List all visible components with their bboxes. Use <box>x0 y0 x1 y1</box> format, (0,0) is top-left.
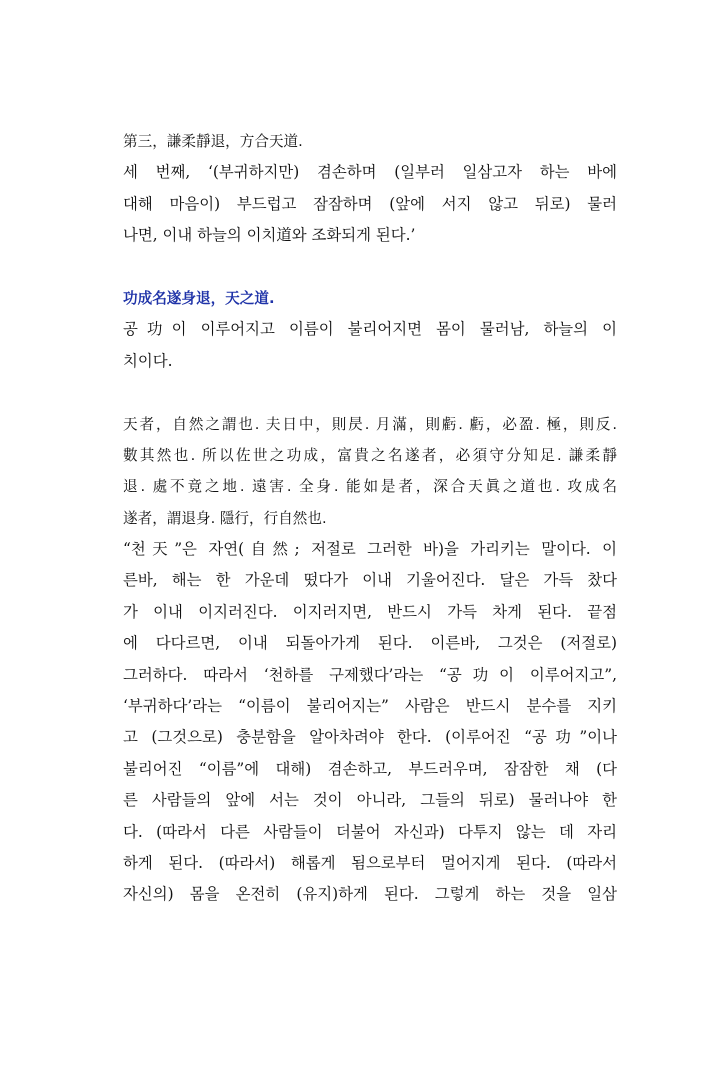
document-page <box>123 126 617 911</box>
section3-hanja-line-4: 遂者，謂退身. 隱行，行自然也. <box>123 509 327 527</box>
section3-hanja-line-1: 天者，自然之謂也. 夫日中，則昃. 月滿，則虧. 虧，必盈. 極，則反. <box>123 415 617 433</box>
section3-korean-line-12: 자신의) 몸을 온전히 (유지)하게 된다. 그렇게 하는 것을 일삼 <box>123 885 617 904</box>
section3-korean-line-4: 에 다다르면, 이내 되돌아가게 된다. 이른바, 그것은 (저절로) <box>123 634 617 653</box>
section3-korean-line-10: 다. (따라서 다른 사람들이 더불어 자신과) 다투지 않는 데 자리 <box>123 822 617 841</box>
section3-korean-line-6: ‘부귀하다’라는 “이름이 불리어지는” 사람은 반드시 분수를 지키 <box>123 697 617 716</box>
section1-line-3: 나면, 이내 하늘의 이치道와 조화되게 된다.’ <box>123 226 416 245</box>
section3-korean-line-1: “천天”은 자연(自然; 저절로 그러한 바)을 가리키는 말이다. 이 <box>123 540 617 559</box>
section3-korean-line-9: 른 사람들의 앞에 서는 것이 아니라, 그들의 뒤로) 물러나야 한 <box>123 791 617 810</box>
section2-line-1: 공功이 이루어지고 이름이 불리어지면 몸이 물러남, 하늘의 이 <box>123 320 617 339</box>
paragraph-gap <box>123 377 617 408</box>
section1-heading: 第三，謙柔靜退，方合天道. <box>123 133 303 150</box>
section2-heading: 功成名遂身退，天之道. <box>123 289 275 307</box>
section3-hanja-line-3: 退. 處不竟之地. 遠害. 全身. 能如是者，深合天眞之道也. 攻成名 <box>123 478 617 496</box>
section3-korean-line-7: 고 (그것으로) 충분함을 알아차려야 한다. (이루어진 “공功”이나 <box>123 728 617 747</box>
section3-hanja-line-2: 數其然也. 所以佐世之功成，富貴之名遂者，必須守分知足. 謙柔靜 <box>123 446 617 464</box>
section2-line-2: 치이다. <box>123 351 173 370</box>
section3-korean-line-11: 하게 된다. (따라서) 해롭게 됨으로부터 멀어지게 된다. (따라서 <box>123 853 617 872</box>
paragraph-gap <box>123 252 617 283</box>
section3-korean-line-3: 가 이내 이지러진다. 이지러지면, 반드시 가득 차게 된다. 끝점 <box>123 602 617 621</box>
section3-korean-line-5: 그러하다. 따라서 ‘천하를 구제했다’라는 “공功이 이루어지고”, <box>123 665 617 684</box>
section3-korean-line-8: 불리어진 “이름”에 대해) 겸손하고, 부드러우며, 잠잠한 채 (다 <box>123 759 617 778</box>
section1-line-1: 세 번째, ‘(부귀하지만) 겸손하며 (일부러 일삼고자 하는 바에 <box>123 163 617 182</box>
section1-line-2: 대해 마음이) 부드럽고 잠잠하며 (앞에 서지 않고 뒤로) 물러 <box>123 194 617 213</box>
section3-korean-line-2: 른바, 해는 한 가운데 떴다가 이내 기울어진다. 달은 가득 찼다 <box>123 571 617 590</box>
